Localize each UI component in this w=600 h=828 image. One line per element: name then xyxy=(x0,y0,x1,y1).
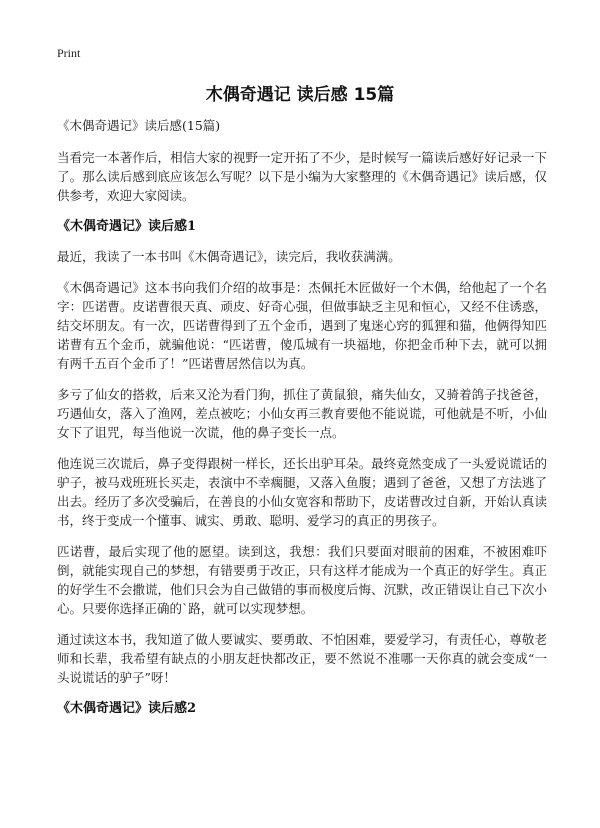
document-title: 木偶奇遇记 读后感 15篇 xyxy=(205,85,395,105)
intro-paragraph: 当看完一本著作后，相信大家的视野一定开拓了不少，是时候写一篇读后感好好记录一下了。那么读后感到底应该怎么写呢？以下是小编为大家整理的《木偶奇遇记》读后感，仅供参考，欢迎大家阅读。 xyxy=(57,150,547,203)
print-link[interactable]: Print xyxy=(57,46,81,60)
section-heading-1: 《木偶奇遇记》读后感1 xyxy=(57,219,197,234)
section-heading-2: 《木偶奇遇记》读后感2 xyxy=(57,701,197,716)
document-subtitle: 《木偶奇遇记》读后感(15篇) xyxy=(57,118,221,133)
section-1-paragraph-6: 通过读这本书，我知道了做人要诚实、要勇敢、不怕困难，要爱学习，有责任心，尊敬老师和长辈，我希望有缺点的小朋友赶快都改正，要不然说不准哪一天你真的就会变成“一头说谎话的驴子”呀！ xyxy=(57,632,547,685)
section-1-paragraph-4: 他连说三次谎后，鼻子变得跟树一样长，还长出驴耳朵。最终竟然变成了一头爱说谎话的驴子，被马戏班班长买走，表演中不幸瘸腿，又落入鱼腹；遇到了爸爸，又想了方法逃了出去。经历了多次受骗后，在善良的小仙女宽容和帮助下，皮诺曹改过自新，开始认真读书，终于变成一个懂事、诚实、勇敢、聪明、爱学习的真正的男孩子。 xyxy=(57,456,547,528)
section-1-paragraph-3: 多亏了仙女的搭救，后来又沦为看门狗，抓住了黄鼠狼，痛失仙女，又骑着鸽子找爸爸，巧遇仙女，落入了渔网，差点被吃；小仙女再三教育要他不能说谎，可他就是不听，小仙女下了诅咒，每当他说一次谎，他的鼻子变长一点。 xyxy=(57,387,547,440)
section-1-paragraph-5: 匹诺曹，最后实现了他的愿望。读到这，我想：我们只要面对眼前的困难，不被困难吓倒，就能实现自己的梦想，有错要勇于改正，只有这样才能成为一个真正的好学生。真正的好学生不会撒谎，他们只会为自己做错的事而极度后悔、沉默，改正错误让自己下次小心。只要你选择正确的`路，就可以实现梦想。 xyxy=(57,544,547,616)
section-1-paragraph-2: 《木偶奇遇记》这本书向我们介绍的故事是：杰佩托木匠做好一个木偶，给他起了一个名字：匹诺曹。皮诺曹很天真、顽皮、好奇心强，但做事缺乏主见和恒心，又经不住诱惑，结交坏朋友。有一次，匹诺曹得到了五个金币，遇到了鬼迷心窍的狐狸和猫，他俩得知匹诺曹有五个金币，就骗他说：“匹诺曹，傻瓜城有一块福地，你把金币种下去，就可以拥有两千五百个金币了！”匹诺曹居然信以为真。 xyxy=(57,280,547,371)
section-1-paragraph-1: 最近，我读了一本书叫《木偶奇遇记》，读完后，我收获满满。 xyxy=(57,249,401,264)
document-body xyxy=(57,116,547,729)
